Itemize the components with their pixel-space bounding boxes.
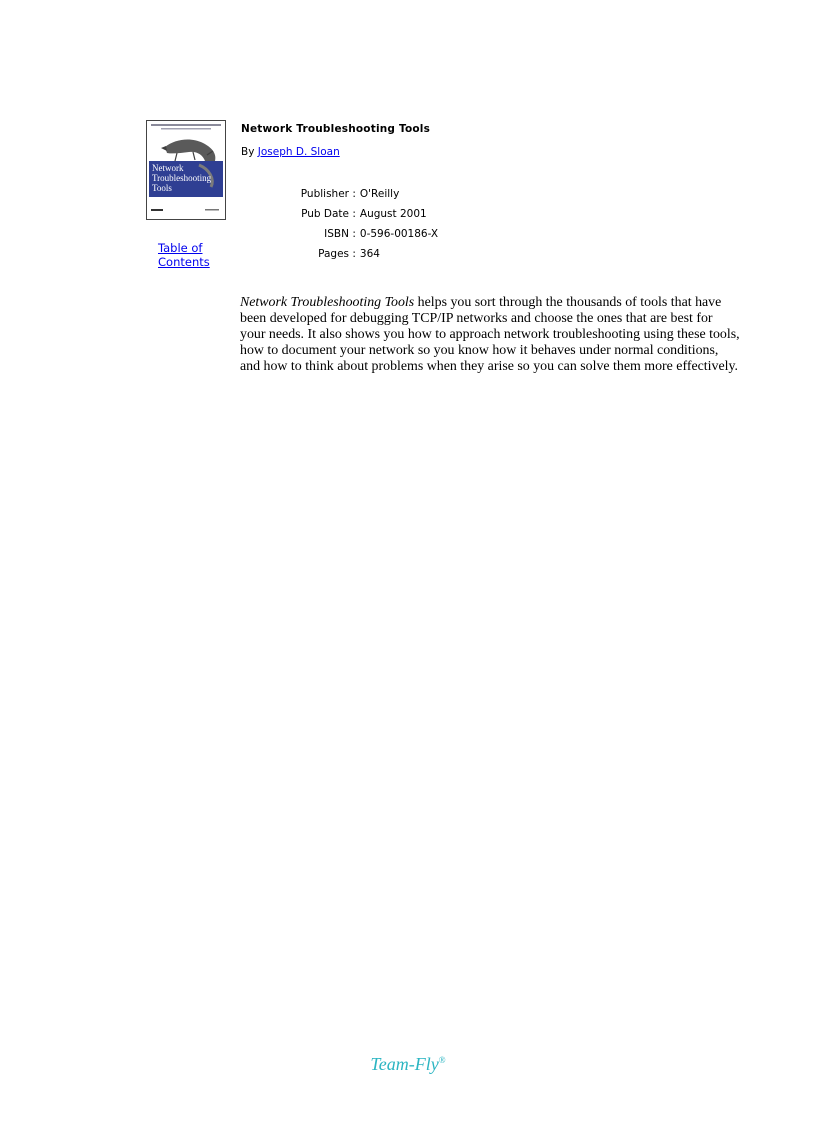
publisher-separator: : — [352, 188, 356, 200]
isbn-separator: : — [352, 228, 356, 240]
isbn-row — [240, 224, 438, 244]
description-title: Network Troubleshooting Tools — [240, 295, 415, 310]
book-description — [240, 295, 740, 375]
footer-registered-mark: ® — [438, 1055, 446, 1065]
svg-text:Troubleshooting: Troubleshooting — [152, 173, 212, 183]
book-cover-art — [147, 121, 225, 219]
pages-separator: : — [352, 248, 356, 260]
isbn-label: ISBN — [324, 228, 349, 240]
book-title: Network Troubleshooting Tools — [241, 123, 431, 135]
pages-label: Pages — [318, 248, 349, 260]
pages-row — [240, 244, 438, 264]
svg-text:Tools: Tools — [152, 183, 172, 193]
isbn-value: 0-596-00186-X — [359, 228, 439, 240]
pages-value: 364 — [359, 248, 380, 260]
byline-prefix: By — [241, 146, 255, 158]
description-text: helps you sort through the thousands of tools that have been developed for debugging TCP/IP networks and choose the ones that are best for your needs. It also shows you how to approach network troubleshooting using these tools, how to document your network so you know how it behaves under normal conditions, and how to think about problems when they arise so you can solve them more effectively. — [240, 295, 740, 374]
table-of-contents-link[interactable]: Table of Contents — [158, 241, 210, 269]
team-fly-footer — [0, 1054, 816, 1075]
author-link[interactable]: Joseph D. Sloan — [257, 146, 340, 158]
publisher-value: O'Reilly — [359, 188, 400, 200]
svg-text:Network: Network — [152, 163, 184, 173]
book-metadata — [240, 184, 438, 264]
pubdate-value: August 2001 — [359, 208, 427, 220]
pubdate-separator: : — [352, 208, 356, 220]
byline — [241, 146, 340, 158]
book-cover-image — [146, 120, 226, 220]
publisher-row — [240, 184, 438, 204]
pubdate-label: Pub Date — [301, 208, 349, 220]
publisher-label: Publisher — [300, 188, 349, 200]
footer-text: Team-Fly — [370, 1054, 439, 1074]
pubdate-row — [240, 204, 438, 224]
